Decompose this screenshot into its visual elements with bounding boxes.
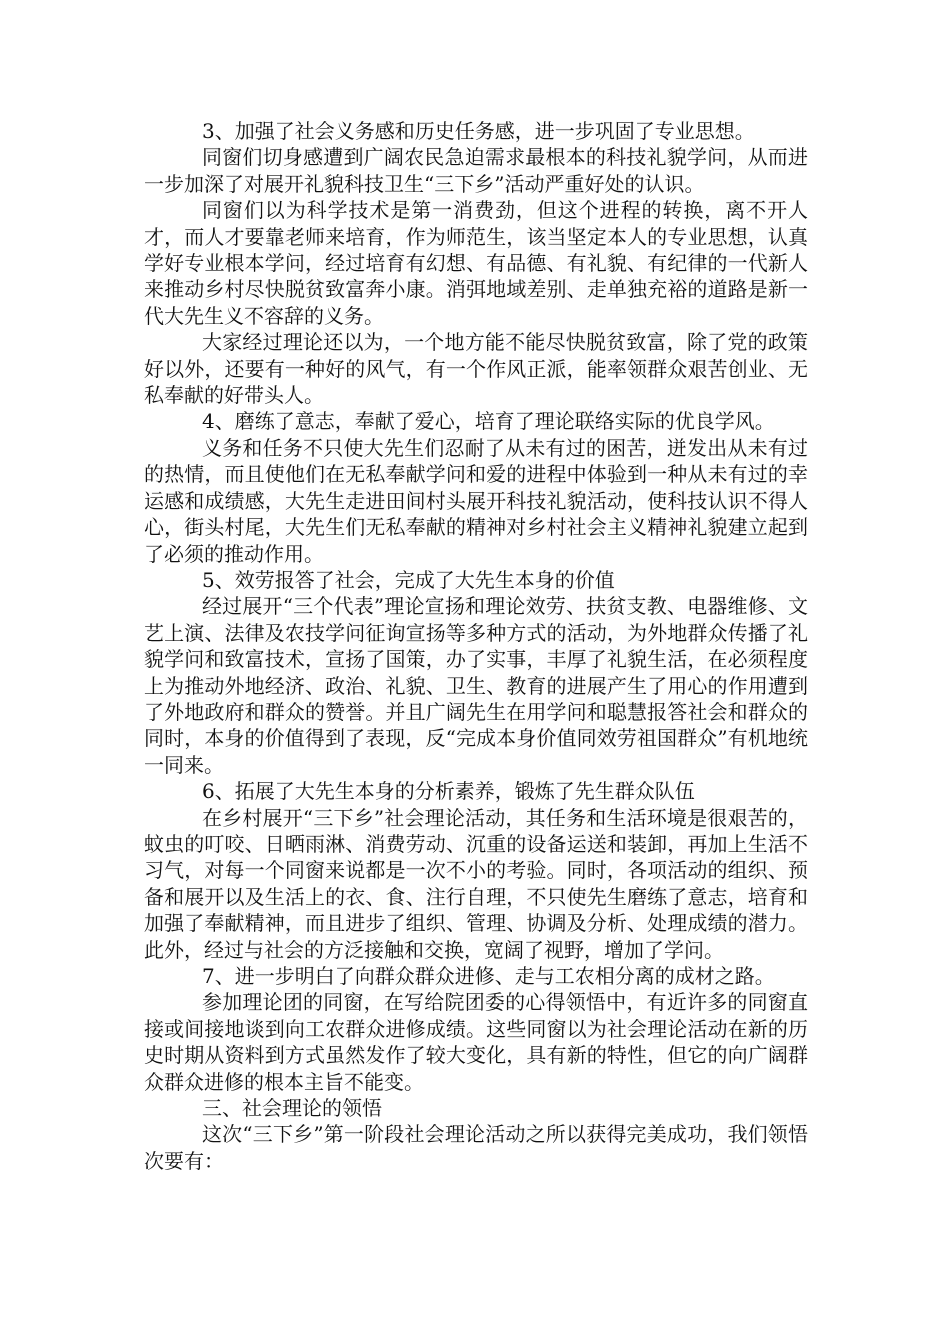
paragraph: 义务和任务不只使大先生们忍耐了从未有过的困苦，迸发出从未有过的热情，而且使他们在无私奉献学问和爱的进程中体验到一种从未有过的幸运感和成绩感，大先生走进田间村头展开科技礼貌活动，使科技认识不得人心，街头村尾，大先生们无私奉献的精神对乡村社会主义精神礼貌建立起到了必须的推动作用。 (144, 435, 808, 566)
paragraph: 5、效劳报答了社会，完成了大先生本身的价值 (202, 567, 615, 592)
section-heading: 三、社会理论的领悟 (202, 1096, 382, 1121)
document-body (144, 118, 808, 1174)
paragraph: 参加理论团的同窗，在写给院团委的心得领悟中，有近许多的同窗直接或间接地谈到向工农群众进修成绩。这些同窗以为社会理论活动在新的历史时期从资料到方式虽然发作了较大变化，具有新的特性，但它的向广阔群众群众进修的根本主旨不能变。 (144, 990, 808, 1094)
paragraph: 同窗们以为科学技术是第一消费劲，但这个进程的转换，离不开人才，而人才要靠老师来培育，作为师范生，该当坚定本人的专业思想，认真学好专业根本学问，经过培育有幻想、有品德、有礼貌、有纪律的一代新人来推动乡村尽快脱贫致富奔小康。消弭地域差别、走单独充裕的道路是新一代大先生义不容辞的义务。 (144, 198, 808, 328)
paragraph: 这次“三下乡”第一阶段社会理论活动之所以获得完美成功，我们领悟次要有： (144, 1122, 808, 1173)
paragraph: 7、进一步明白了向群众群众进修、走与工农相分离的成材之路。 (202, 964, 775, 988)
paragraph: 在乡村展开“三下乡”社会理论活动，其任务和生活环境是很艰苦的，蚊虫的叮咬、日晒雨淋、消费劳动、沉重的设备运送和装卸，再加上生活不习气，对每一个同窗来说都是一次不小的考验。同时，各项活动的组织、预备和展开以及生活上的衣、食、注行自理，不只使先生磨练了意志，培育和加强了奉献精神，而且进步了组织、管理、协调及分析、处理成绩的潜力。此外，经过与社会的方泛接触和交换，宽阔了视野，增加了学问。 (144, 805, 808, 962)
paragraph: 大家经过理论还以为，一个地方能不能尽快脱贫致富，除了党的政策好以外，还要有一种好的风气，有一个作风正派，能率领群众艰苦创业、无私奉献的好带头人。 (144, 330, 808, 408)
paragraph: 4、磨练了意志，奉献了爱心，培育了理论联络实际的优良学风。 (202, 409, 775, 434)
paragraph: 3、加强了社会义务感和历史任务感，进一步巩固了专业思想。 (202, 119, 755, 143)
paragraph: 同窗们切身感遭到广阔农民急迫需求最根本的科技礼貌学问，从而进一步加深了对展开礼貌科技卫生“三下乡”活动严重好处的认识。 (144, 145, 808, 196)
paragraph: 6、拓展了大先生本身的分析素养，锻炼了先生群众队伍 (202, 779, 695, 804)
paragraph: 经过展开“三个代表”理论宣扬和理论效劳、扶贫支教、电器维修、文艺上演、法律及农技学问征询宣扬等多种方式的活动，为外地群众传播了礼貌学问和致富技术，宣扬了国策，办了实事，丰厚了礼貌生活，在必须程度上为推动外地经济、政治、礼貌、卫生、教育的进展产生了用心的作用遭到了外地政府和群众的赞誉。并且广阔先生在用学问和聪慧报答社会和群众的同时，本身的价值得到了表现，反“完成本身价值同效劳祖国群众”有机地统一同来。 (144, 594, 808, 777)
